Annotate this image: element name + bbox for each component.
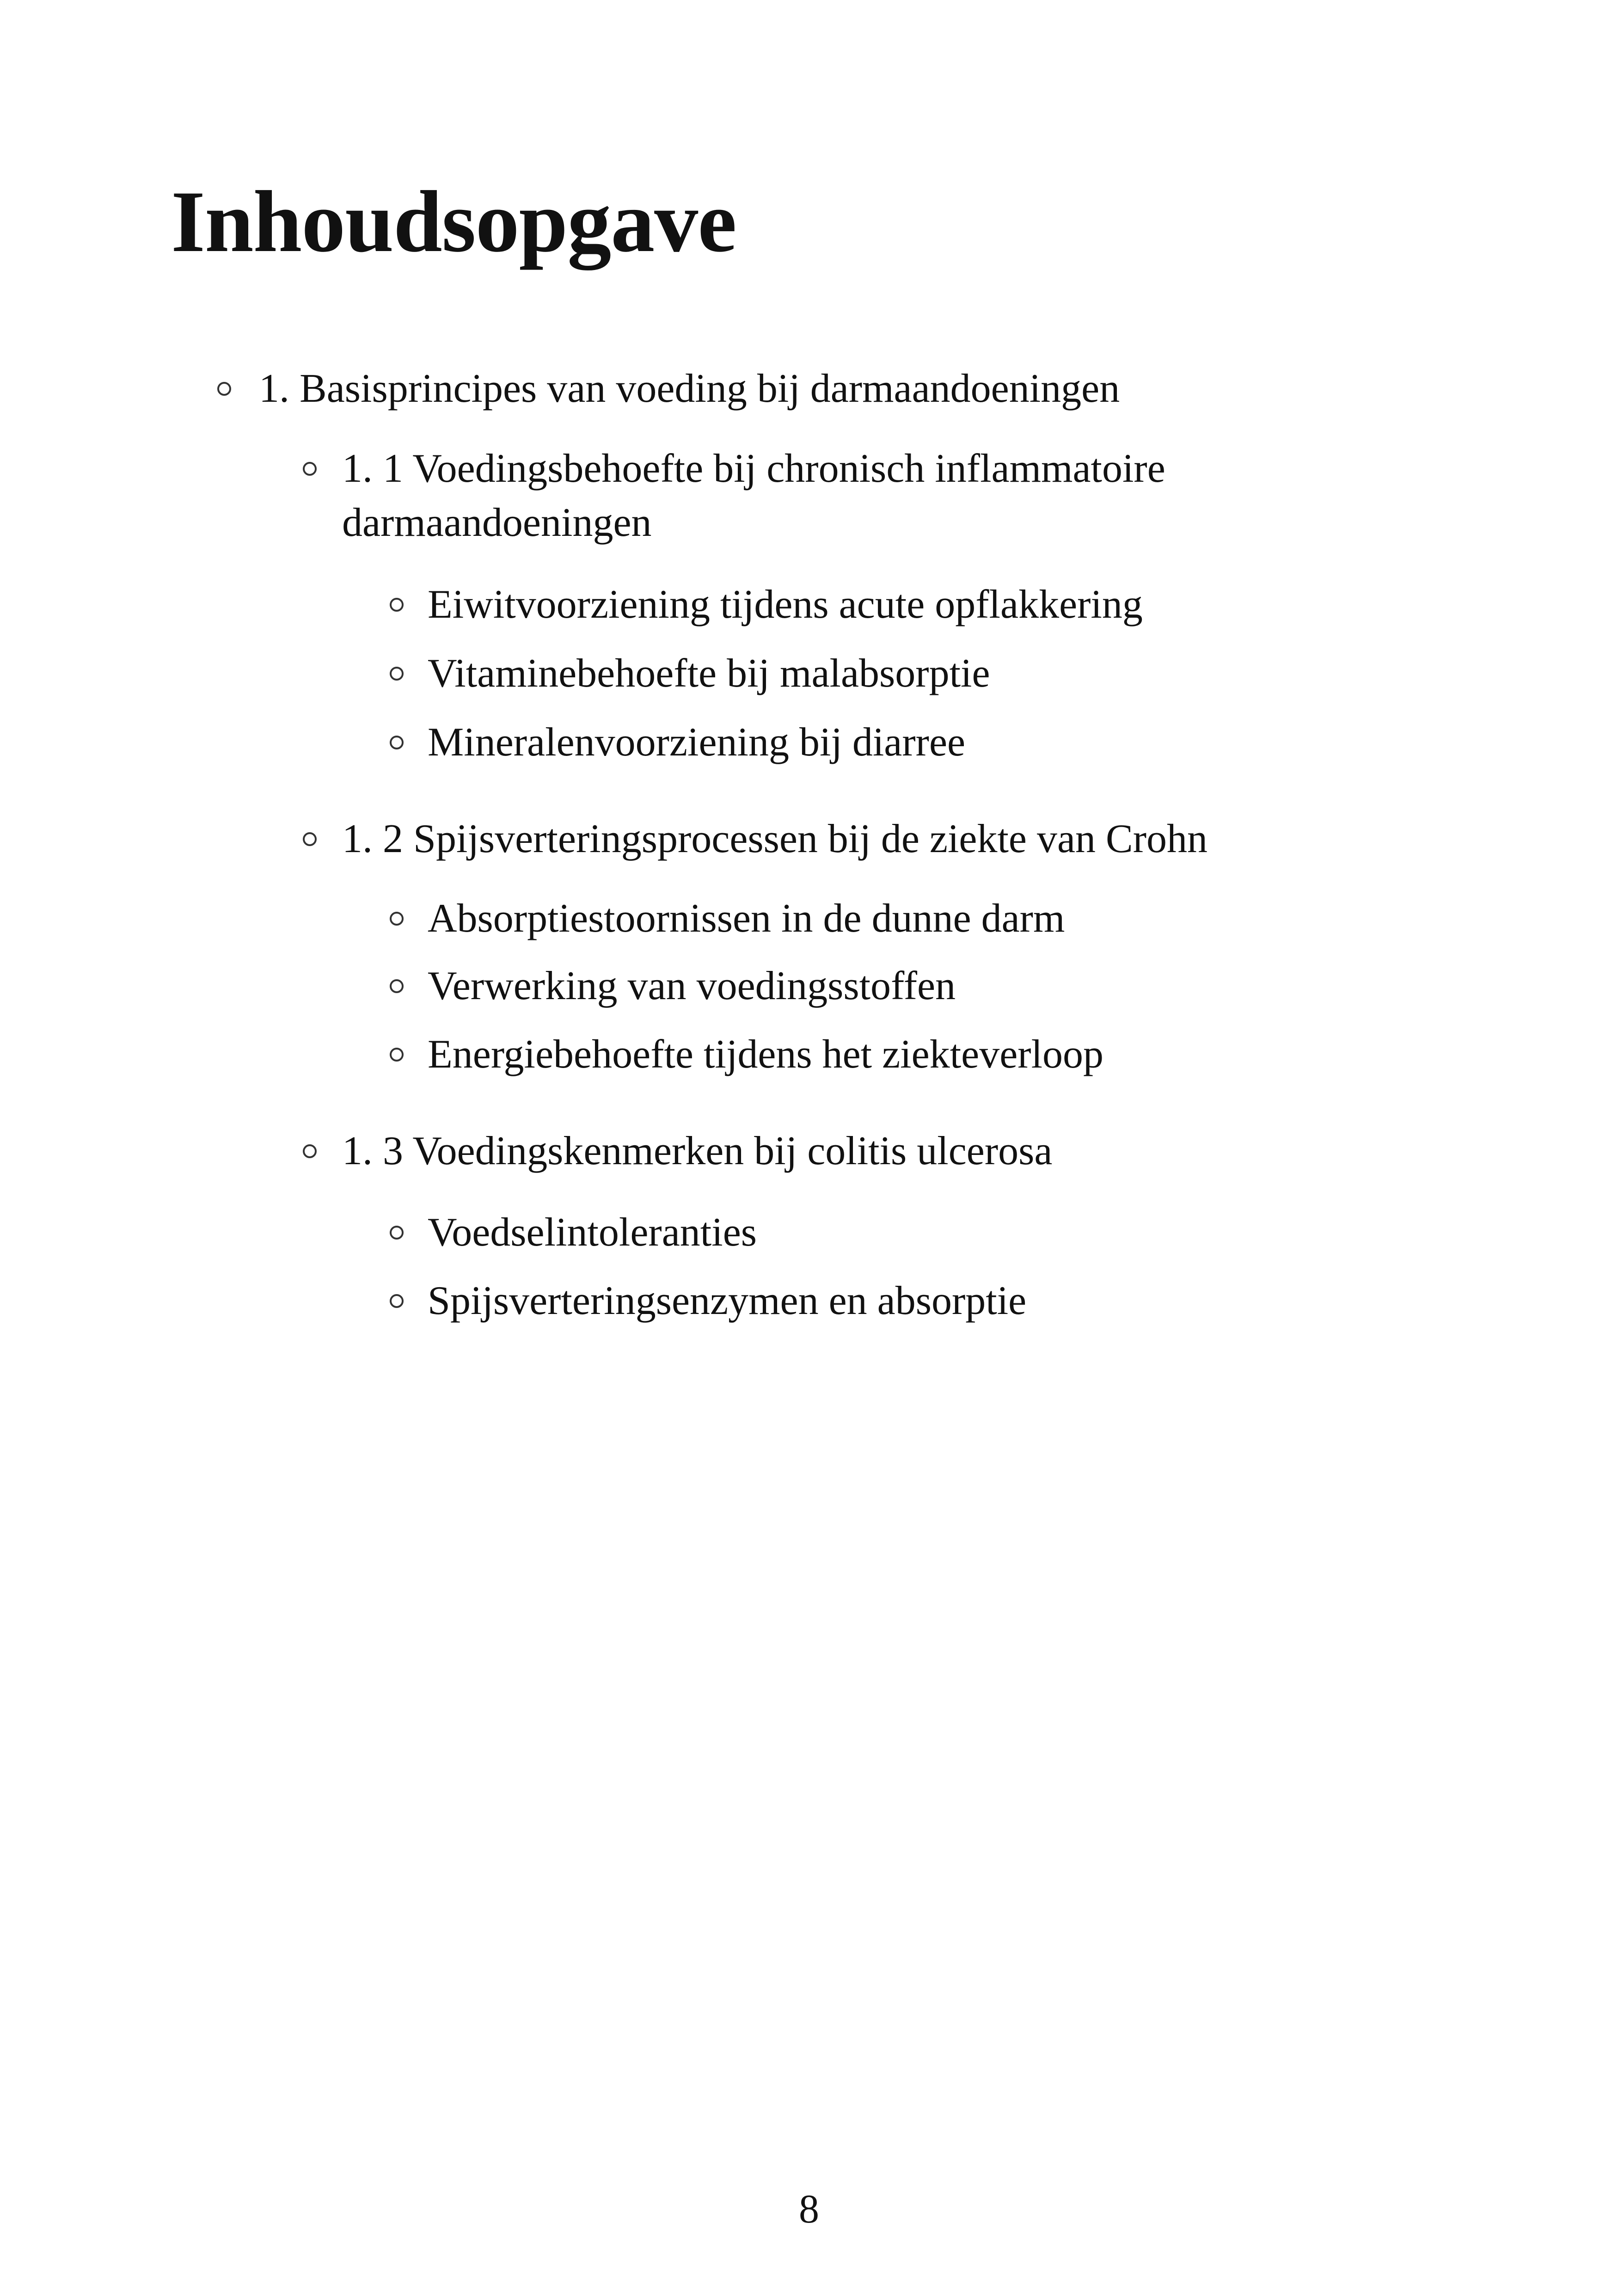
toc-entry-section-1-3[interactable]: 1. 3 Voedingskenmerken bij colitis ulcerosa (342, 1129, 1053, 1173)
toc-entry-section-1-1[interactable]: 1. 1 Voedingsbehoefte bij chronisch inflammatoire (342, 446, 1165, 491)
toc-entry-section-1-2[interactable]: 1. 2 Spijsverteringsprocessen bij de ziekte van Crohn (342, 816, 1208, 861)
page-number: 8 (799, 2187, 819, 2232)
page-title: Inhoudsopgave (171, 173, 736, 270)
toc-entry-section-1[interactable]: 1. Basisprincipes van voeding bij darmaandoeningen (259, 366, 1120, 411)
toc-entry-subitem[interactable]: Verwerking van voedingsstoffen (428, 964, 956, 1008)
bullet-icon (303, 832, 317, 846)
bullet-icon (390, 736, 404, 749)
toc-entry-subitem[interactable]: Vitaminebehoefte bij malabsorptie (428, 651, 990, 696)
bullet-icon (303, 1144, 317, 1158)
bullet-icon (390, 979, 404, 993)
toc-entry-subitem[interactable]: Absorptiestoornissen in de dunne darm (428, 896, 1065, 941)
bullet-icon (390, 1048, 404, 1062)
bullet-icon (390, 1294, 404, 1308)
toc-entry-section-1-1-continued[interactable]: darmaandoeningen (342, 500, 652, 545)
bullet-icon (390, 1226, 404, 1240)
toc-entry-subitem[interactable]: Voedselintoleranties (428, 1210, 757, 1255)
bullet-icon (303, 462, 317, 476)
bullet-icon (390, 598, 404, 612)
bullet-icon (390, 912, 404, 926)
toc-entry-subitem[interactable]: Eiwitvoorziening tijdens acute opflakkering (428, 582, 1143, 627)
bullet-icon (217, 382, 231, 396)
bullet-icon (390, 667, 404, 681)
toc-entry-subitem[interactable]: Energiebehoefte tijdens het ziekteverloop (428, 1032, 1104, 1077)
toc-entry-subitem[interactable]: Spijsverteringsenzymen en absorptie (428, 1278, 1027, 1323)
toc-entry-subitem[interactable]: Mineralenvoorziening bij diarree (428, 720, 966, 765)
